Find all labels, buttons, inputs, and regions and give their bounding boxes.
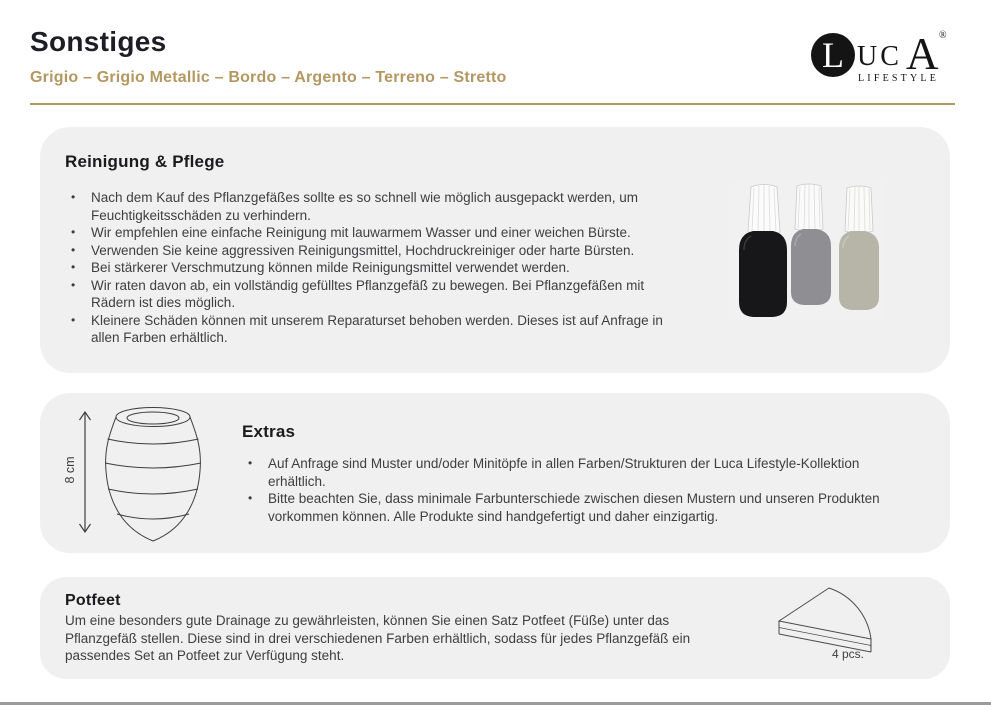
potfeet-description: Um eine besonders gute Drainage zu gewährleisten, können Sie einen Satz Potfeet (Füße) unter das Pflanzgefäß stellen. Diese sind in drei verschiedenen Farben erhältlich, sodass für jedes Pflanzgefäß ein passendes Set an Potfeet zur Verfügung steht.	[65, 613, 691, 663]
list-item: • Auf Anfrage sind Muster und/oder Minitöpfe in allen Farben/Strukturen der Luca Lifestyle-Kollektion erhältlich.	[245, 455, 890, 490]
luca-lifestyle-logo	[805, 22, 955, 88]
extras-card	[40, 393, 950, 553]
logo-lifestyle-text: LIFESTYLE	[858, 73, 940, 84]
cleaning-care-card	[40, 127, 950, 373]
list-item: • Kleinere Schäden können mit unserem Reparaturset behoben werden. Dieses ist auf Anfrage in allen Farben erhältlich.	[68, 312, 680, 347]
logo-letters-uc: UC	[857, 41, 902, 72]
list-item: • Wir empfehlen eine einfache Reinigung mit lauwarmem Wasser und einer weichen Bürste.	[68, 224, 680, 242]
cleaning-bullet-list	[68, 189, 680, 347]
mini-pot-sketch	[100, 403, 206, 545]
registered-trademark-icon: ®	[939, 30, 947, 41]
potfeet-quantity-label: 4 pcs.	[832, 647, 865, 661]
list-item: • Bei stärkerer Verschmutzung können milde Reinigungsmittel verwendet werden.	[68, 259, 680, 277]
extras-card-title: Extras	[242, 422, 296, 441]
height-dimension-label: 8 cm	[63, 456, 77, 484]
footer-divider	[0, 702, 991, 705]
list-item: • Wir raten davon ab, ein vollständig gefülltes Pflanzgefäß zu bewegen. Bei Pflanzgefäßen mit Rädern ist dies möglich.	[68, 277, 680, 312]
page-title: Sonstiges	[30, 26, 167, 57]
extras-bullet-list	[245, 455, 890, 525]
color-variants-subtitle: Grigio – Grigio Metallic – Bordo – Argento – Terreno – Stretto	[30, 69, 507, 86]
list-item: • Nach dem Kauf des Pflanzgefäßes sollte es so schnell wie möglich ausgepackt werden, um Feuchtigkeitsschäden zu verhindern.	[68, 189, 680, 224]
list-item: • Verwenden Sie keine aggressiven Reinigungsmittel, Hochdruckreiniger oder harte Bürsten.	[68, 242, 680, 260]
potfeet-wedge-sketch	[773, 583, 885, 663]
height-dimension-arrow-icon	[76, 408, 94, 536]
logo-letter-a: A	[906, 29, 939, 79]
potfeet-card	[40, 577, 950, 679]
paint-repair-bottles-photo	[735, 180, 885, 320]
header-divider	[30, 103, 955, 105]
list-item: • Bitte beachten Sie, dass minimale Farbunterschiede zwischen diesen Mustern und unseren Produkten vorkommen können. Alle Produkte sind handgefertigt und daher einzigartig.	[245, 490, 890, 525]
potfeet-card-title: Potfeet	[65, 592, 121, 609]
cleaning-card-title: Reinigung & Pflege	[65, 152, 225, 171]
logo-l-circle-icon: L	[811, 33, 855, 77]
